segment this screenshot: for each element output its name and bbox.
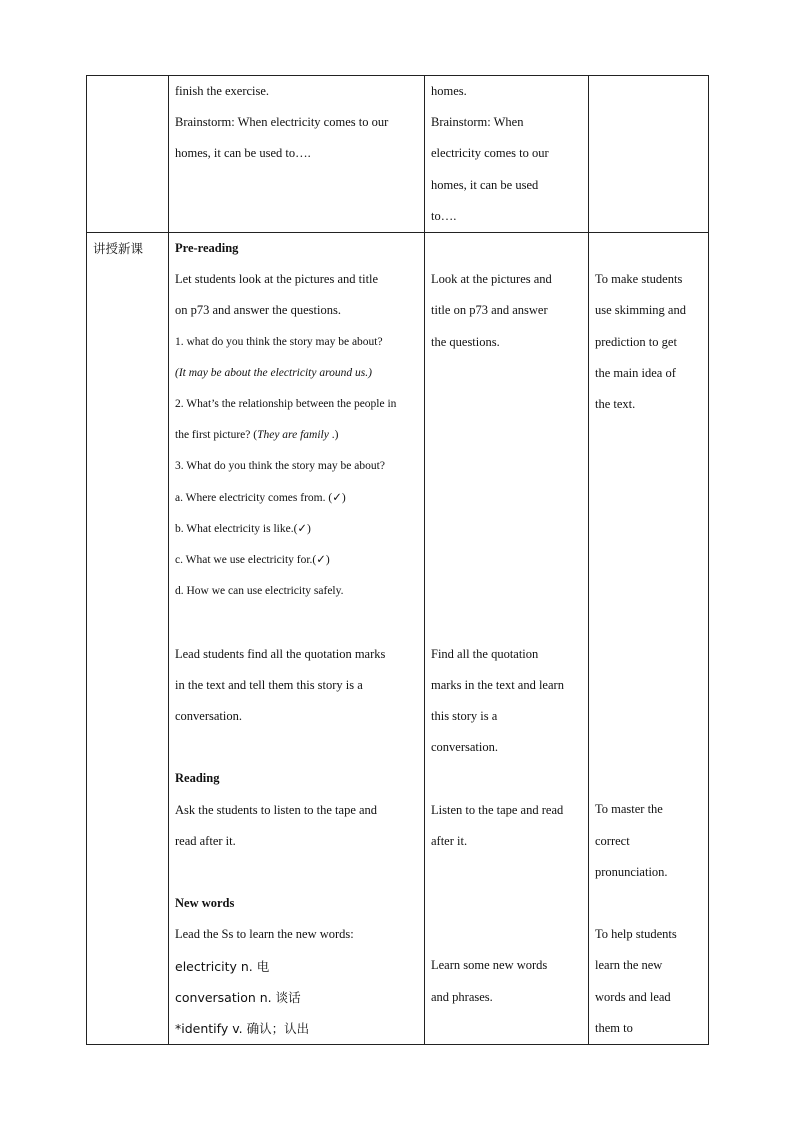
option-line: d. How we can use electricity safely. xyxy=(175,585,344,598)
text-line: the text. xyxy=(595,397,636,412)
text-line: Let students look at the pictures and title xyxy=(175,272,379,287)
text-line: prediction to get xyxy=(595,334,677,349)
text-line: marks in the text and learn xyxy=(431,677,564,692)
text-line: words and lead xyxy=(595,989,671,1004)
text-line: them to xyxy=(595,1020,633,1035)
text-line: conversation. xyxy=(175,709,242,724)
text-line: use skimming and xyxy=(595,303,686,318)
text-line: on p73 and answer the questions. xyxy=(175,303,341,318)
section-heading: Pre-reading xyxy=(175,241,239,256)
text-line: and phrases. xyxy=(431,989,493,1004)
lesson-plan-table xyxy=(86,75,709,1045)
text-line: to…. xyxy=(431,208,457,223)
text-span: the first picture? ( xyxy=(175,429,258,442)
vocab-line: *identify v. 确认；认出 xyxy=(175,1021,310,1037)
purpose-cell xyxy=(589,233,709,1045)
teacher-activity-cell xyxy=(169,76,425,233)
option-line: a. Where electricity comes from. (✓) xyxy=(175,491,346,504)
text-line: the questions. xyxy=(431,334,500,349)
text-line: homes, it can be used to…. xyxy=(175,146,311,161)
text-line: Ask the students to listen to the tape and xyxy=(175,802,378,817)
question-line: 2. What’s the relationship between the people in xyxy=(175,398,397,411)
question-line: 3. What do you think the story may be about? xyxy=(175,460,385,473)
text-line: after it. xyxy=(431,833,468,848)
vocab-line: conversation n. 谈话 xyxy=(175,989,301,1005)
table-row xyxy=(87,76,709,233)
teacher-activity-cell xyxy=(169,233,425,1045)
text-line: learn the new xyxy=(595,958,663,973)
section-heading: Reading xyxy=(175,771,220,786)
text-line: title on p73 and answer xyxy=(431,303,548,318)
text-line: Find all the quotation xyxy=(431,646,539,661)
text-line: the main idea of xyxy=(595,365,676,380)
table-row xyxy=(87,233,709,1045)
stage-cell xyxy=(87,76,169,233)
text-line: Look at the pictures and xyxy=(431,272,552,287)
text-line: read after it. xyxy=(175,833,236,848)
vocab-line: electricity n. 电 xyxy=(175,958,270,974)
text-line: Brainstorm: When electricity comes to our xyxy=(175,115,389,130)
answer-line: (It may be about the electricity around us.) xyxy=(175,366,372,379)
text-line: pronunciation. xyxy=(595,864,668,879)
text-line: Lead students find all the quotation marks xyxy=(175,646,386,661)
answer-span: They are family xyxy=(257,429,329,442)
question-line xyxy=(175,420,418,451)
section-heading: New words xyxy=(175,896,235,911)
option-line: c. What we use electricity for.(✓) xyxy=(175,554,330,567)
text-line: finish the exercise. xyxy=(175,84,270,98)
text-line: Brainstorm: When xyxy=(431,115,524,130)
text-line: electricity comes to our xyxy=(431,146,549,161)
text-line: Learn some new words xyxy=(431,958,548,973)
stage-cell: 讲授新课 xyxy=(87,233,169,1045)
text-line: homes, it can be used xyxy=(431,177,539,192)
text-line: this story is a xyxy=(431,708,498,723)
option-line: b. What electricity is like.(✓) xyxy=(175,522,311,535)
text-line: conversation. xyxy=(431,740,498,755)
text-line: Lead the Ss to learn the new words: xyxy=(175,927,354,942)
student-activity-cell xyxy=(425,76,589,233)
text-span: .) xyxy=(328,429,339,442)
text-line: Listen to the tape and read xyxy=(431,802,564,817)
text-line: correct xyxy=(595,833,630,848)
question-line: 1. what do you think the story may be about? xyxy=(175,335,383,348)
text-line: To help students xyxy=(595,927,677,942)
text-line: To make students xyxy=(595,272,683,287)
text-line: To master the xyxy=(595,802,663,817)
text-line: homes. xyxy=(431,84,467,98)
text-line: in the text and tell them this story is a xyxy=(175,677,363,692)
student-activity-cell xyxy=(425,233,589,1045)
purpose-cell xyxy=(589,76,709,233)
